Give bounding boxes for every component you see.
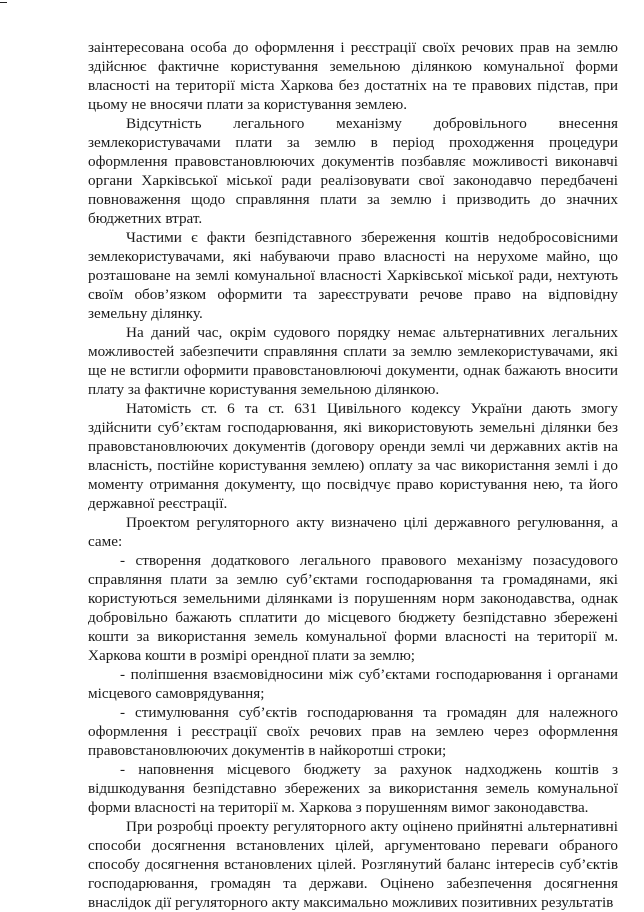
paragraph-6: Проектом регуляторного акту визначено цілі державного регулювання, а саме: [88, 514, 618, 550]
page-corner-mark [0, 2, 7, 3]
paragraph-4: На даний час, окрім судового порядку немає альтернативних легальних можливостей забезпечити справляння сплати за землю землекористувачами, які ще не встигли оформити правовстановлюючі документи, однак бажають вносити плату за фактичне користування земельною ділянкою. [88, 324, 618, 398]
paragraph-5: Натомість ст. 6 та ст. 631 Цивільного кодексу України дають змогу здійснити суб’єктам господарювання, які використовують земельні ділянки без правовстановлюючих документів (договору оренди землі чи державних актів на власність, постійне користування землею) оплату за час використання землі і до моменту отримання документу, що посвідчує право користування нею, та його державної реєстрації. [88, 400, 618, 512]
paragraph-2: Відсутність легального механізму добровільного внесення землекористувачами плати за землю в період проходження процедури оформлення правовстановлюючих документів позбавляє можливості виконавчі органи Харківської міської ради реалізовувати свої законодавчо передбачені повноваження щодо справляння плати за землю і призводить до значних бюджетних втрат. [88, 115, 618, 227]
paragraph-3: Частими є факти безпідставного збереження коштів недобросовісними землекористувачами, які набуваючи право власності на нерухоме майно, що розташоване на землі комунальної власності Харківської міської ради, нехтують своїм обов’язком оформити та зареєструвати речове право на відповідну земельну ділянку. [88, 229, 618, 322]
document-page [88, 38, 618, 912]
paragraph-7: При розробці проекту регуляторного акту оцінено прийнятні альтернативні способи досягнення встановлених цілей, аргументовано переваги обраного способу досягнення встановлених цілей. Розглянутий баланс інтересів суб’єктів господарювання, громадян та держави. Оцінено забезпечення досягнення внаслідок дії регуляторного акту максимально можливих позитивних результатів [88, 818, 618, 911]
paragraph-1: заінтересована особа до оформлення і реєстрації своїх речових прав на землю здійснює фактичне користування земельною ділянкою комунальної форми власності на території міста Харкова без достатніх на те правових підстав, при цьому не вносячи плати за користування землею. [88, 39, 618, 113]
list-item-2: - поліпшення взаємовідносини між суб’єктами господарювання і органами місцевого самоврядування; [88, 666, 618, 702]
list-item-1: - створення додаткового легального правового механізму позасудового справляння плати за землю суб’єктами господарювання та громадянами, які користуються земельними ділянками із порушенням норм законодавства, однак добровільно бажають сплатити до місцевого бюджету безпідставно збережені кошти за використання земель комунальної форми власності на території м. Харкова кошти в розмірі орендної плати за землю; [88, 552, 618, 664]
list-item-3: - стимулювання суб’єктів господарювання та громадян для належного оформлення і реєстрації своїх речових прав на землею через оформлення правовстановлюючих документів в найкоротші строки; [88, 704, 618, 759]
list-item-4: - наповнення місцевого бюджету за рахунок надходжень коштів з відшкодування безпідставно збережених за використання земель комунальної форми власності на території м. Харкова з порушенням вимог законодавства. [88, 761, 618, 816]
